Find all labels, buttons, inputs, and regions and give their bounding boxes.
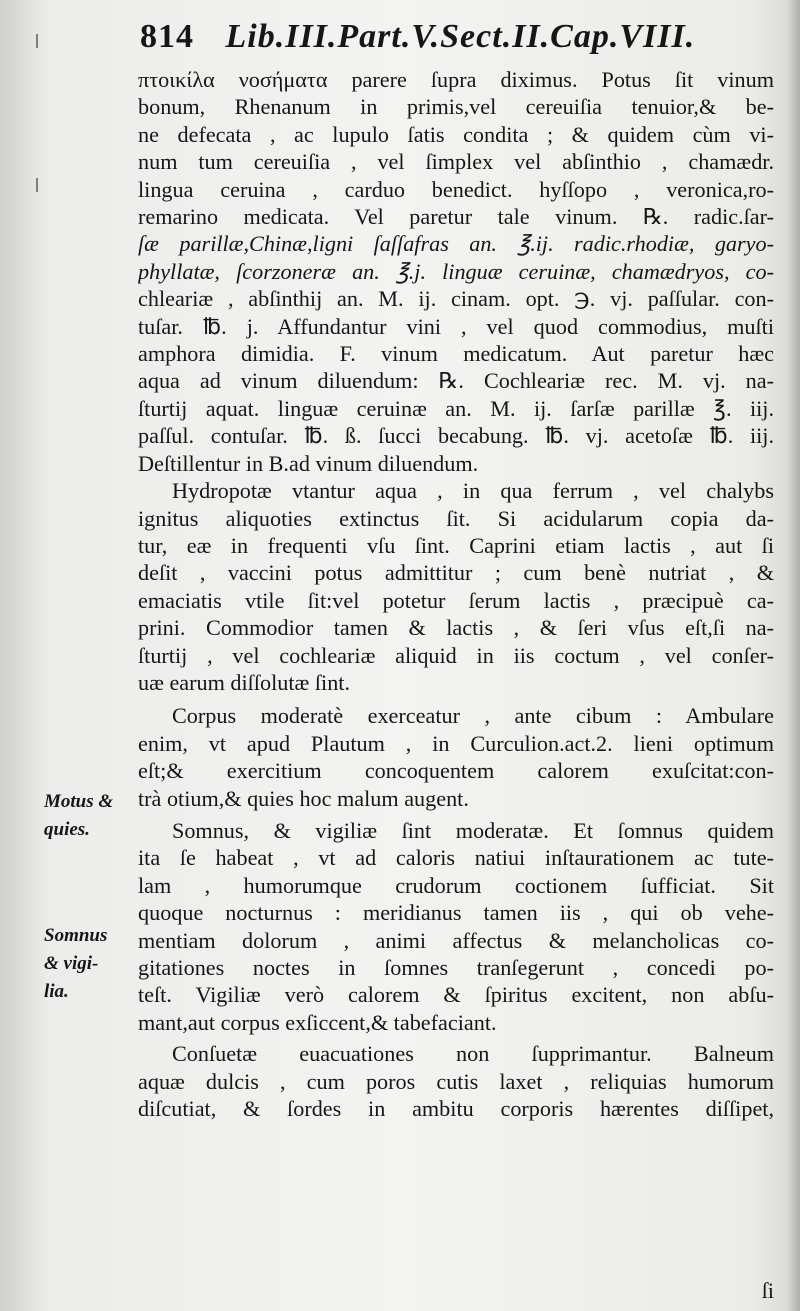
text-line: ignitus aliquoties extinctus ſit. Si acidularum copia da- [138, 505, 774, 531]
text-line: prini. Commodior tamen & lactis , & ſeri vſus eſt,ſi na- [138, 615, 774, 641]
text-line: Deſtillentur in B.ad vinum diluendum. [138, 450, 479, 476]
catchword: ſi [761, 1278, 774, 1303]
text-line: Conſuetæ euacuationes non ſupprimantur. Balneum [172, 1041, 774, 1067]
text-line: deſit , vaccini potus admittitur ; cum benè nutriat , & [138, 560, 774, 586]
text-line: teſt. Vigiliæ verò calorem & ſpiritus excitent, non abſu- [138, 982, 774, 1008]
text-line: chleariæ , abſinthij an. M. ij. cinam. opt. ℈. vj. paſſular. con- [138, 286, 774, 312]
text-line: emaciatis vtile ſit:vel potetur ſerum lactis , præcipuè ca- [138, 587, 774, 613]
text-line: num tum cereuiſia , vel ſimplex vel abſinthio , chamædr. [138, 149, 774, 175]
running-title: Lib.III.Part.V.Sect.II.Cap.VIII. [225, 18, 696, 55]
edge-mark [36, 34, 44, 48]
margin-note-line: quies. [44, 819, 90, 840]
text-line: ne defecata , ac lupulo ſatis condita ; & quidem cùm vi- [138, 121, 774, 147]
margin-note-line: & vigi- [44, 953, 99, 974]
text-line: phyllatæ, ſcorzoneræ an. ℥.j. linguæ ceruinæ, chamædryos, co- [138, 258, 774, 284]
body-text [138, 66, 774, 1122]
text-line: bonum, Rhenanum in primis,vel cereuiſia tenuior,& be- [138, 94, 774, 120]
text-line: lam , humorumque crudorum coctionem ſufficiat. Sit [138, 872, 774, 898]
margin-note-line: lia. [44, 981, 69, 1002]
margin-note-motus [44, 788, 140, 844]
edge-mark [36, 178, 44, 192]
page-number: 814 [140, 18, 194, 55]
text-line: amphora dimidia. F. vinum medicatum. Aut paretur hæc [138, 341, 774, 367]
text-line: ſturtij , vel cochleariæ aliquid in iis coctum , vel conſer- [138, 642, 774, 668]
page-edge-shadow [786, 0, 800, 1311]
text-line: ita ſe habeat , vt ad caloris natiui inſtaurationem ac tute- [138, 845, 774, 871]
text-line: lingua ceruina , carduo benedict. hyſſopo , veronica,ro- [138, 176, 774, 202]
text-line: Somnus, & vigiliæ ſint moderatæ. Et ſomnus quidem [172, 817, 774, 843]
running-head [140, 18, 760, 56]
text-line: Corpus moderatè exerceatur , ante cibum : Ambulare [172, 703, 774, 729]
text-line: paſſul. contuſar. ℔. ß. ſucci becabung. ℔. vj. acetoſæ ℔. iij. [138, 423, 774, 449]
text-line: gitationes noctes in ſomnes tranſegerunt , concedi po- [138, 955, 774, 980]
text-line: Hydropotæ vtantur aqua , in qua ferrum , vel chalybs [172, 478, 774, 504]
text-line: quoque nocturnus : meridianus tamen iis , qui ob vehe- [138, 900, 774, 926]
text-line: aquæ dulcis , cum poros cutis laxet , reliquias humorum [138, 1068, 774, 1094]
margin-note-line: Somnus [44, 925, 108, 946]
text-line: uæ earum diſſolutæ ſint. [138, 669, 351, 695]
text-line: mentiam dolorum , animi affectus & melancholicas co- [138, 927, 774, 953]
text-line: eſt;& exercitium concoquentem calorem exuſcitat:con- [138, 758, 774, 784]
text-line: tuſar. ℔. j. Affundantur vini , vel quod commodius, muſti [138, 313, 774, 339]
text-line: πτοικίλα νοσήματα parere ſupra diximus. Potus ſit vinum [138, 67, 774, 92]
text-line: ſturtij aquat. linguæ ceruinæ an. M. ij. ſarſæ parillæ ℥. iij. [138, 395, 774, 421]
text-line: ſæ parillæ,Chinæ,ligni ſaſſafras an. ℥.ij. radic.rhodiæ, garyo- [138, 231, 774, 257]
text-line: enim, vt apud Plautum , in Curculion.act.2. lieni optimum [138, 730, 774, 756]
text-line: tur, eæ in frequenti vſu ſint. Caprini etiam lactis , aut ſi [138, 532, 774, 558]
margin-note-line: Motus & [44, 791, 114, 812]
text-line: trà otium,& quies hoc malum augent. [138, 785, 469, 811]
text-line: aqua ad vinum diluendum: ℞. Cochleariæ rec. M. vj. na- [138, 368, 774, 394]
margin-note-somnus [44, 922, 140, 1006]
text-line: remarino medicata. Vel paretur tale vinum. ℞. radic.ſar- [138, 204, 774, 230]
text-line: diſcutiat, & ſordes in ambitu corporis hærentes diſſipet, [138, 1096, 774, 1122]
text-line: mant,aut corpus exſiccent,& tabefaciant. [138, 1009, 497, 1035]
